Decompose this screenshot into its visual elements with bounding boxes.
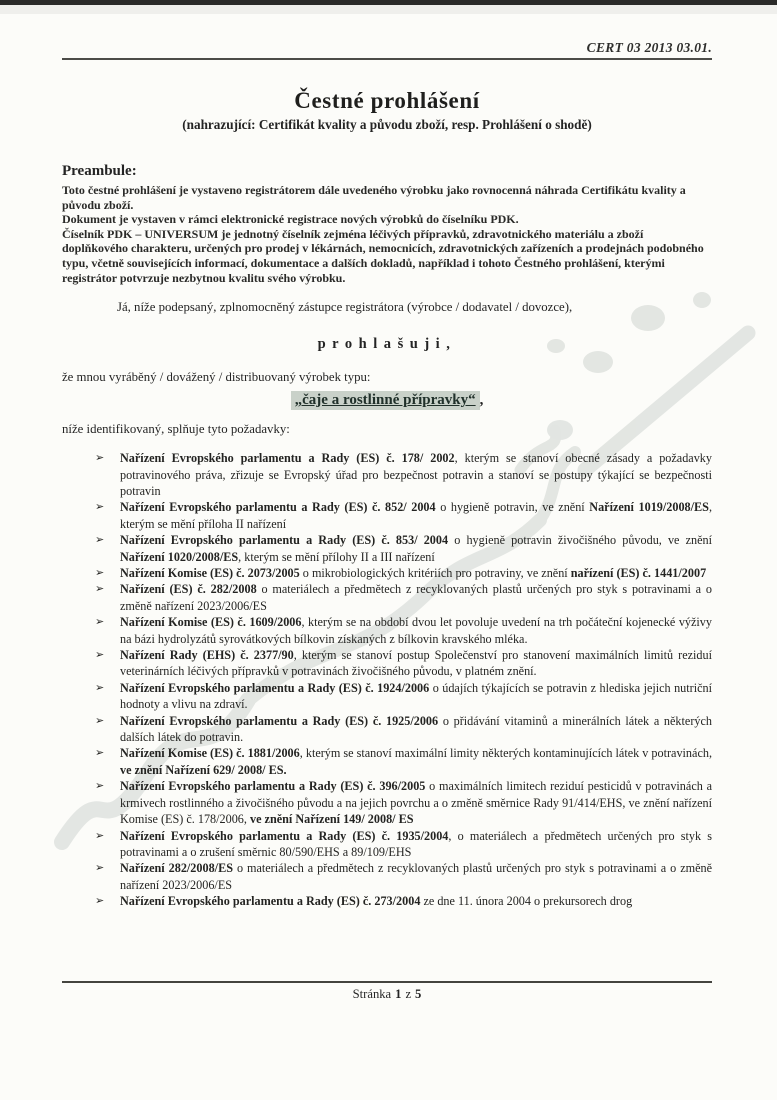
preamble-paragraph-1: Toto čestné prohlášení je vystaveno registrátorem dále uvedeného výrobku jako rovnocenná náhrada Certifikátu kvality a původu zboží. [62,183,686,212]
requirement-text: Nařízení Evropského parlamentu a Rady (ES) č. 852/ 2004 o hygieně potravin, ve znění Nařízení 1019/2008/ES, kterým se mění příloha II nařízení [120,500,712,531]
arrow-bullet-icon: ➢ [95,780,105,793]
arrow-bullet-icon: ➢ [95,616,105,629]
arrow-bullet-icon: ➢ [95,681,105,694]
requirement-text: Nařízení Komise (ES) č. 2073/2005 o mikrobiologických kritériích pro potraviny, ve znění nařízení (ES) č. 1441/2007 [120,566,707,580]
requirement-item [95,532,712,565]
page-footer [62,981,712,1002]
requirements-lead: níže identifikovaný, splňuje tyto požadavky: [62,422,290,437]
requirement-item [95,565,712,581]
arrow-bullet-icon: ➢ [95,583,105,596]
requirement-item [95,499,712,532]
header-rule [62,58,712,60]
arrow-bullet-icon: ➢ [95,452,105,465]
arrow-bullet-icon: ➢ [95,862,105,875]
footer-page-word: Stránka [352,987,392,1001]
requirement-text: Nařízení Evropského parlamentu a Rady (ES) č. 1925/2006 o přidávání vitaminů a minerálních látek a některých dalších látek do potravin. [120,713,712,745]
requirement-text: Nařízení Evropského parlamentu a Rady (ES) č. 178/ 2002, kterým se stanoví obecné zásady a požadavky potravinového práva, zřizuje se Evropský úřad pro bezpečnost potravin a stanoví se postupy týkající se bezpečnosti potravin [120,451,712,498]
declaration-verb: prohlašuji, [317,336,457,353]
declaration-intro: Já, níže podepsaný, zplnomocněný zástupce registrátora (výrobce / dodavatel / dovozce), [117,300,573,315]
requirement-text: Nařízení Evropského parlamentu a Rady (ES) č. 273/2004 ze dne 11. února 2004 o prekursorech drog [120,894,633,909]
requirement-text: Nařízení Evropského parlamentu a Rady (ES) č. 396/2005 o maximálních limitech reziduí pesticidů v potravinách a krmivech rostlinného a živočišného původu a na jejich povrchu a o změně směrnice Rady 91/414/EHS, ve znění nařízení Komise (ES) č. 178/2006, ve znění Nařízení 149/ 2008/ ES [120,779,712,827]
arrow-bullet-icon: ➢ [95,649,105,662]
requirement-item [95,893,712,909]
requirement-item [95,713,712,746]
document-title: Čestné prohlášení [294,88,480,113]
requirement-text: Nařízení Komise (ES) č. 1881/2006, kterým se stanoví maximální limity některých kontaminujících látek v potravinách, ve znění Nařízení 629/ 2008/ ES. [120,746,712,777]
product-type-highlight: „čaje a rostlinné přípravky“ [291,391,480,410]
requirement-item [95,828,712,861]
arrow-bullet-icon: ➢ [95,714,105,727]
requirement-item [95,778,712,827]
requirement-item [95,680,712,713]
arrow-bullet-icon: ➢ [95,829,105,842]
requirement-item [95,450,712,499]
requirement-text: Nařízení Komise (ES) č. 1609/2006, kterým se na období dvou let povoluje uvedení na trh počáteční kojenecké výživy na bázi hydrolyzátů syrovátkových bílkovin získaných z bílkovin kravského mléka. [120,615,712,646]
arrow-bullet-icon: ➢ [95,501,105,514]
product-type-line [62,392,712,409]
requirement-item [95,860,712,893]
footer-total-pages: 5 [415,987,422,1001]
arrow-bullet-icon: ➢ [95,895,105,908]
arrow-bullet-icon: ➢ [95,747,105,760]
preamble-paragraph-3: Číselník PDK – UNIVERSUM je jednotný číselník zejména léčivých přípravků, zdravotnického materiálu a zboží doplňkového charakteru, určených pro prodej v lékárnách, nemocnicích, zdravotnických zařízeních a prodejnách podobného typu, včetně souvisejících informací, dokumentace a dalších dokladů, například i tohoto Čestného prohlášení, kterými registrátor potvrzuje nezbytnou kvalitu svého výrobku. [62,226,704,285]
requirement-text: Nařízení (ES) č. 282/2008 o materiálech a předmětech z recyklovaných plastů určených pro styk s potravinami a o změně nařízení 2023/2006/ES [120,582,712,613]
document-code: CERT 03 2013 03.01. [586,40,712,55]
document-subtitle: (nahrazující: Certifikát kvality a původu zboží, resp. Prohlášení o shodě) [182,117,592,132]
requirement-item [95,647,712,680]
preamble-heading: Preambule: [62,163,137,179]
arrow-bullet-icon: ➢ [95,567,105,579]
requirement-text: Nařízení Evropského parlamentu a Rady (ES) č. 1924/2006 o údajích týkajících se potravin z hlediska jejich nutriční hodnoty a vlivu na zdraví. [120,680,712,712]
preamble-paragraph-2: Dokument je vystaven v rámci elektronické registrace nových výrobků do číselníku PDK. [62,212,519,227]
requirement-text: Nařízení 282/2008/ES o materiálech a předmětech z recyklovaných plastů určených pro styk s potravinami a o změně nařízení 2023/2006/ES [120,861,713,892]
requirement-item [95,614,712,647]
requirements-list [95,450,712,909]
footer-of-word: z [405,987,412,1001]
requirement-text: Nařízení Evropského parlamentu a Rady (ES) č. 1935/2004, o materiálech a předmětech určených pro styk s potravinami a o zrušení směrnic 80/590/EHS a 89/109/EHS [120,828,712,859]
requirement-text: Nařízení Evropského parlamentu a Rady (ES) č. 853/ 2004 o hygieně potravin živočišného původu, ve znění Nařízení 1020/2008/ES, kterým se mění přílohy II a III nařízení [120,533,712,564]
footer-page-number: 1 [395,987,402,1001]
requirement-item [95,581,712,614]
requirement-text: Nařízení Rady (EHS) č. 2377/90, kterým se stanoví postup Společenství pro stanovení maximálních limitů reziduí veterinárních léčivých přípravků v potravinách živočišného původu, v platném znění. [120,648,712,679]
product-type-lead: že mnou vyráběný / dovážený / distribuovaný výrobek typu: [62,370,371,385]
requirement-item [95,745,712,778]
arrow-bullet-icon: ➢ [95,534,105,547]
product-type-comma: , [479,392,484,409]
